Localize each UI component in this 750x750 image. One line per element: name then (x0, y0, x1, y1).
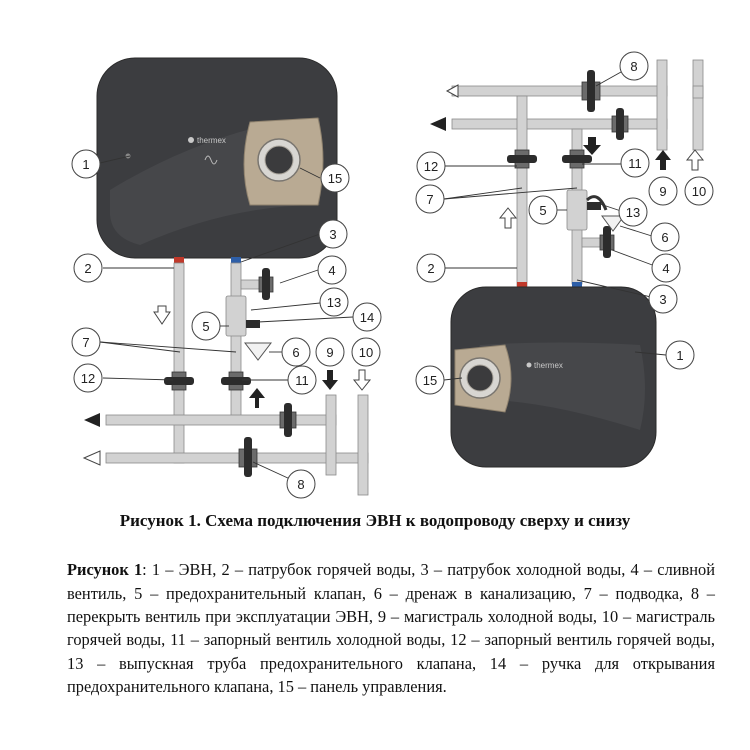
marker-number: 6 (292, 345, 300, 360)
marker-11-right (621, 149, 649, 177)
flow-arrow-left-3 (154, 306, 170, 324)
marker-number: 1 (82, 157, 90, 172)
marker-8-left (287, 470, 315, 498)
flow-arrow-right-2 (430, 117, 446, 131)
valve-11-left (221, 372, 251, 390)
marker-3-right (649, 285, 677, 313)
marker-number: 15 (422, 373, 438, 388)
drain-valve-4-left (259, 268, 273, 300)
valve-8-right (582, 70, 600, 112)
marker-number: 14 (359, 310, 375, 325)
marker-number: 10 (358, 345, 374, 360)
marker-number: 1 (676, 348, 684, 363)
marker-number: 7 (82, 335, 90, 350)
marker-number: 2 (84, 261, 92, 276)
marker-number: 7 (426, 192, 434, 207)
marker-4-right (652, 254, 680, 282)
water-heater-bottom (451, 287, 656, 467)
drain-funnel-left (245, 343, 271, 360)
flow-arrow-right-4 (583, 137, 601, 155)
drain-valve-4-right (600, 226, 614, 258)
marker-9-left (316, 338, 344, 366)
marker-7-left (72, 328, 100, 356)
marker-2-right (417, 254, 445, 282)
marker-15-right (416, 366, 444, 394)
legend-text: : 1 – ЭВН, 2 – патрубок горячей воды, 3 – патрубок холодной воды, 4 – сливной вентиль, 5 – предохранительный клапан, 6 – дренаж в канализацию, 7 – подводка, 8 – перекрыть вентиль при эксплуатации ЭВН, 9 – магистраль холодной воды, 10 – магистраль горячей воды, 11 – запорный вентиль холодной воды, 12 – запорный вентиль горячей воды, 13 – выпускная труба предохранительного клапана, 14 – ручка для открывания предохранительного клапана, 15 – панель управления. (67, 560, 715, 696)
marker-13-left (320, 288, 348, 316)
marker-2-left (74, 254, 102, 282)
marker-number: 15 (327, 171, 343, 186)
flow-arrow-right-3 (500, 208, 516, 228)
marker-15-left (321, 164, 349, 192)
valve-12-left (164, 372, 194, 390)
marker-number: 9 (659, 184, 667, 199)
marker-number: 6 (661, 230, 669, 245)
marker-3-left (319, 220, 347, 248)
marker-12-right (417, 152, 445, 180)
marker-6-left (282, 338, 310, 366)
flow-arrow-right-6 (687, 150, 703, 170)
flow-arrow-left-6 (354, 370, 370, 390)
marker-number: 8 (630, 59, 638, 74)
marker-number: 4 (662, 261, 670, 276)
safety-valve-handle-left (246, 320, 260, 328)
marker-7-right (416, 185, 444, 213)
marker-number: 3 (659, 292, 667, 307)
marker-number: 9 (326, 345, 334, 360)
water-heater-top (97, 58, 337, 258)
valve-cold-main-left (280, 403, 296, 437)
figure-title: Рисунок 1. Схема подключения ЭВН к водопроводу сверху и снизу (119, 511, 631, 530)
marker-13-right (619, 198, 647, 226)
marker-number: 13 (326, 295, 342, 310)
flow-arrow-left-2 (84, 451, 100, 465)
pipes-right (452, 60, 703, 286)
marker-number: 5 (539, 203, 547, 218)
marker-4-left (318, 256, 346, 284)
marker-number: 8 (297, 477, 305, 492)
marker-number: 2 (427, 261, 435, 276)
marker-number: 11 (295, 373, 309, 388)
marker-6-right (651, 223, 679, 251)
marker-number: 12 (423, 159, 439, 174)
marker-number: 12 (80, 371, 96, 386)
brand-label-left: thermex (197, 136, 226, 145)
legend-lead: Рисунок 1 (67, 560, 143, 580)
brand-label-right: thermex (534, 361, 563, 370)
flow-arrow-left-4 (249, 388, 265, 408)
marker-12-left (74, 364, 102, 392)
marker-11-left (288, 366, 316, 394)
valve-8-left (239, 437, 257, 477)
valve-12-right (507, 150, 537, 168)
marker-number: 5 (202, 319, 210, 334)
marker-8-right (620, 52, 648, 80)
marker-1-left (72, 150, 100, 178)
marker-number: 11 (628, 156, 642, 171)
valve-11-right (562, 150, 592, 168)
marker-9-right (649, 177, 677, 205)
figure-legend (67, 558, 715, 698)
marker-10-left (352, 338, 380, 366)
flow-arrow-left-5 (322, 370, 338, 390)
marker-number: 10 (691, 184, 707, 199)
marker-14-left (353, 303, 381, 331)
marker-1-right (666, 341, 694, 369)
marker-number: 4 (328, 263, 336, 278)
flow-arrow-right-5 (655, 150, 671, 170)
valve-cold-main-right (612, 108, 628, 140)
marker-10-right (685, 177, 713, 205)
flow-arrow-left-1 (84, 413, 100, 427)
marker-number: 13 (625, 205, 641, 220)
marker-5-left (192, 312, 220, 340)
marker-number: 3 (329, 227, 337, 242)
marker-5-right (529, 196, 557, 224)
